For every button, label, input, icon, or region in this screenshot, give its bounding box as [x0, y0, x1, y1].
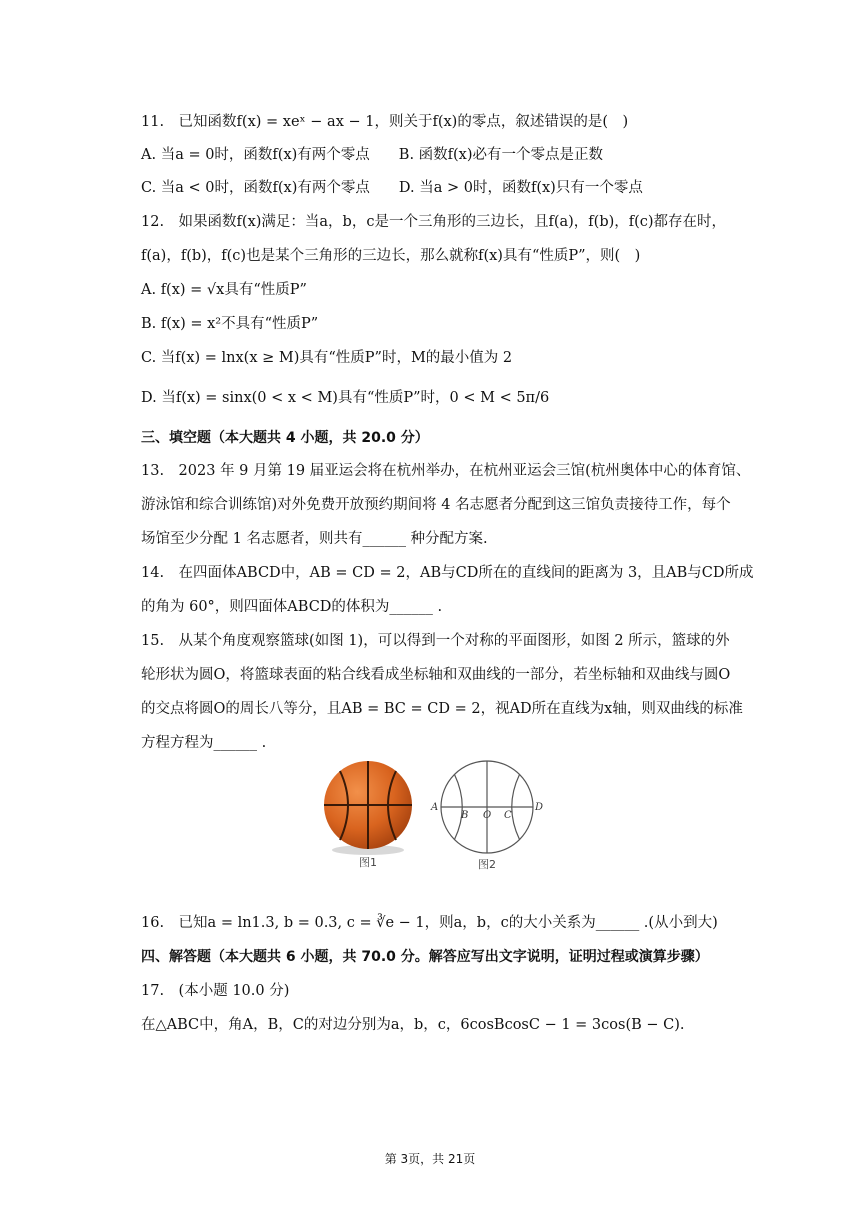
label-o: O: [483, 810, 492, 821]
line-q12-d: D. 当f(x) = sinx(0 < x < M)具有“性质P”时，0 < M < 5π/6: [141, 390, 550, 406]
line-q15-cont3: 方程方程为______ .: [141, 735, 267, 751]
line-q13-cont1: 游泳馆和综合训练馆)对外免费开放预约期间将 4 名志愿者分配到这三馆负责接待工作，每个: [141, 497, 731, 513]
line-q12-b: B. f(x) = x²不具有“性质P”: [141, 316, 319, 332]
line-q14: 14. 在四面体ABCD中，AB = CD = 2，AB与CD所在的直线间的距离为 3，且AB与CD所成: [141, 565, 754, 581]
line-q12: 12. 如果函数f(x)满足：当a，b，c是一个三角形的三边长，且f(a)，f(b)，f(c)都存在时，: [141, 214, 727, 230]
page-footer: 第 3页，共 21页: [384, 1152, 476, 1166]
basketball-figure-1: [318, 758, 418, 870]
fig2-caption: 图2: [478, 858, 496, 871]
line-q15: 15. 从某个角度观察篮球(如图 1)，可以得到一个对称的平面图形，如图 2 所示，篮球的外: [141, 633, 730, 649]
label-a: A: [431, 802, 439, 813]
line-q13-cont2: 场馆至少分配 1 名志愿者，则共有______ 种分配方案.: [141, 531, 488, 547]
line-q11-options-ab: A. 当a = 0时，函数f(x)有两个零点 B. 函数f(x)必有一个零点是正数: [141, 147, 604, 163]
line-q16: 16. 已知a = ln1.3, b = 0.3, c = ∛e − 1，则a，b，c的大小关系为______ .(从小到大): [141, 915, 718, 931]
line-q11-options-cd: C. 当a < 0时，函数f(x)有两个零点 D. 当a > 0时，函数f(x)只有一个零点: [141, 180, 643, 196]
diagram-figure-2: [426, 758, 548, 872]
fig1-caption: 图1: [359, 856, 377, 869]
label-b: B: [461, 810, 469, 821]
line-q17-body: 在△ABC中，角A，B，C的对边分别为a，b，c，6cosBcosC − 1 = 3cos(B − C).: [141, 1017, 685, 1033]
line-q17: 17. (本小题 10.0 分): [141, 983, 290, 999]
line-q13: 13. 2023 年 9 月第 19 届亚运会将在杭州举办，在杭州亚运会三馆(杭州奥体中心的体育馆、: [141, 463, 751, 479]
section-fill-in: 三、填空题（本大题共 4 小题，共 20.0 分）: [141, 430, 429, 446]
line-q14-cont: 的角为 60°，则四面体ABCD的体积为______ .: [141, 599, 443, 615]
label-c: C: [504, 810, 512, 821]
line-q15-cont2: 的交点将圆O的周长八等分，且AB = BC = CD = 2，视AD所在直线为x轴，则双曲线的标准: [141, 701, 743, 717]
line-q15-cont1: 轮形状为圆O，将篮球表面的粘合线看成坐标轴和双曲线的一部分，若坐标轴和双曲线与圆O: [141, 667, 731, 683]
label-d: D: [535, 802, 544, 813]
line-q12-c: C. 当f(x) = lnx(x ≥ M)具有“性质P”时，M的最小值为 2: [141, 350, 513, 366]
line-q11: 11. 已知函数f(x) = xeˣ − ax − 1，则关于f(x)的零点，叙述错误的是( ): [141, 114, 629, 130]
line-q12-cont: f(a)，f(b)，f(c)也是某个三角形的三边长，那么就称f(x)具有“性质P”，则( ): [141, 248, 641, 264]
section-answer: 四、解答题（本大题共 6 小题，共 70.0 分。解答应写出文字说明，证明过程或演算步骤）: [141, 949, 709, 965]
line-q12-a: A. f(x) = √x具有“性质P”: [141, 282, 307, 298]
